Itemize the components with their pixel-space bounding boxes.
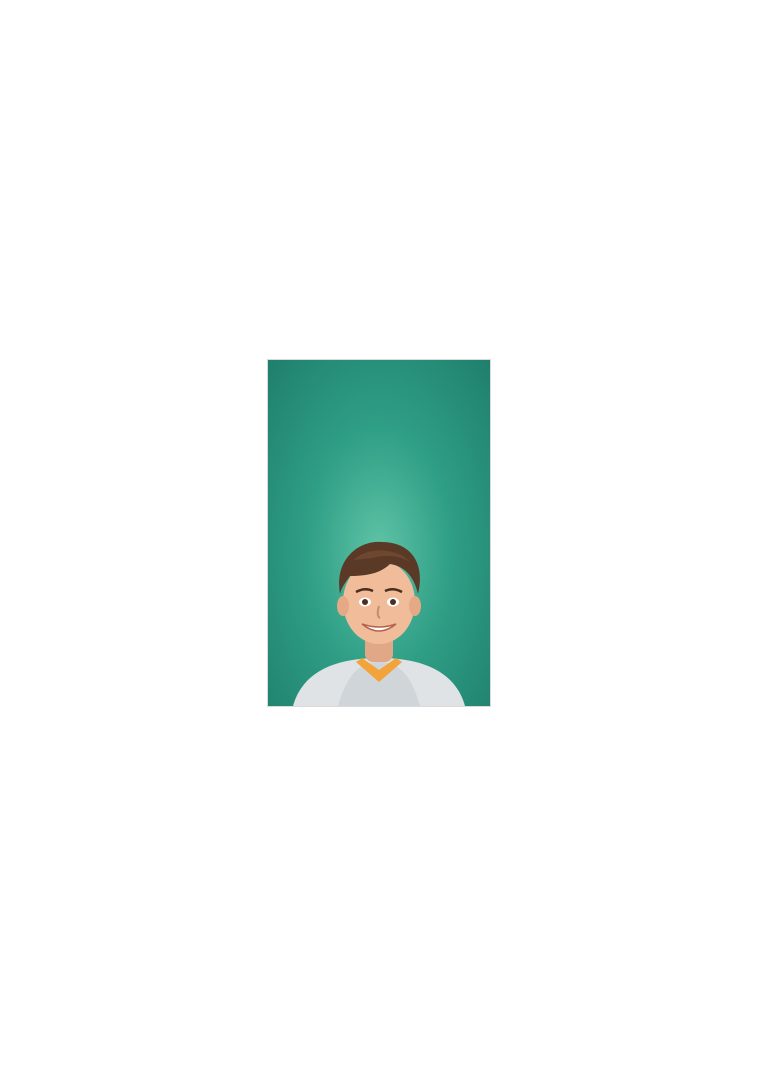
book-cover-image bbox=[268, 360, 490, 706]
boy-portrait-illustration bbox=[268, 520, 490, 706]
